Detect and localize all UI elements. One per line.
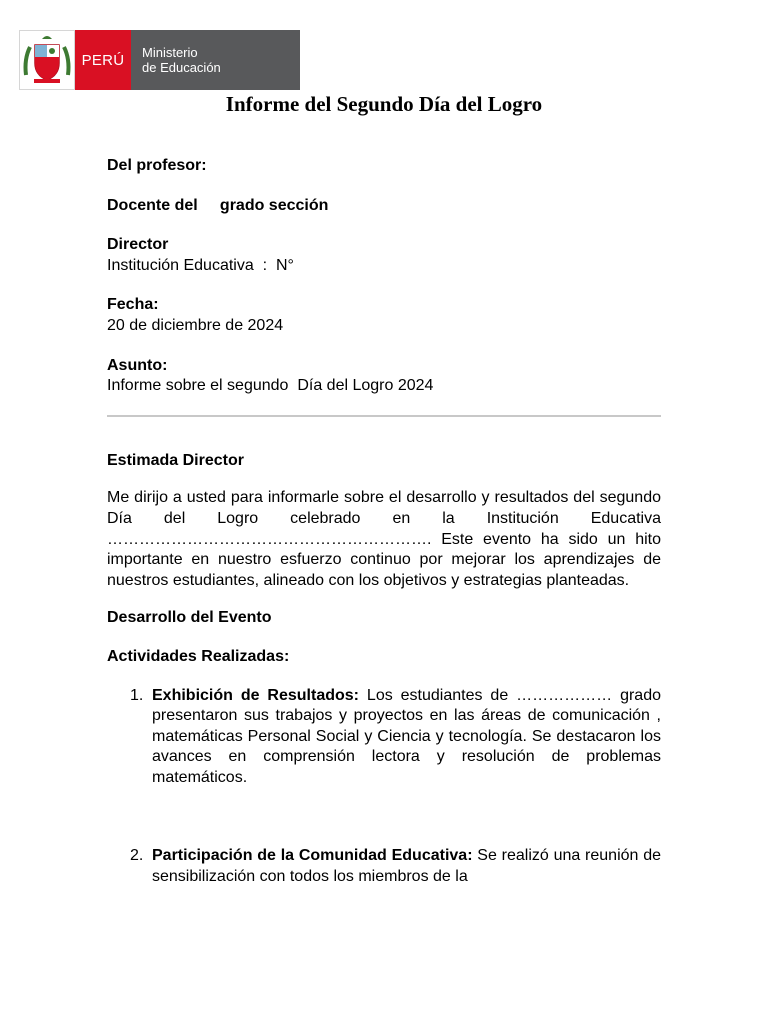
date-label: Fecha: bbox=[107, 296, 159, 314]
greeting: Estimada Director bbox=[107, 451, 244, 469]
director-label: Director bbox=[107, 236, 169, 254]
list-item bbox=[107, 846, 661, 887]
document-body bbox=[107, 156, 661, 888]
intro-paragraph: Me dirijo a usted para informarle sobre el desarrollo y resultados del segundo Día del Logro celebrado en la Institución Educativa ……………………………………………………. Este evento ha sido un hito importante en nuestro esfuerzo continuo por mejorar los aprendizajes de nuestros estudiantes, alineado con los objetivos y estrategias planteadas. bbox=[107, 489, 661, 589]
section-heading: Desarrollo del Evento bbox=[107, 609, 272, 627]
ministry-line-2: de Educación bbox=[142, 60, 221, 75]
from-label: Del profesor: bbox=[107, 157, 207, 174]
ministry-logo bbox=[19, 30, 300, 90]
activities-heading: Actividades Realizadas: bbox=[107, 647, 290, 665]
subject-label: Asunto: bbox=[107, 356, 168, 374]
institution-line: Institución Educativa : N° bbox=[107, 256, 294, 274]
teacher-label: Docente del grado sección bbox=[107, 196, 329, 214]
activities-list bbox=[107, 686, 661, 888]
list-item-title: Participación de la Comunidad Educativa: bbox=[152, 847, 473, 865]
divider bbox=[107, 415, 661, 417]
list-item-number: 2. bbox=[130, 847, 144, 865]
coat-of-arms-icon bbox=[19, 30, 75, 90]
list-item-number: 1. bbox=[130, 686, 144, 704]
subject-value: Informe sobre el segundo Día del Logro 2024 bbox=[107, 377, 434, 395]
ministry-name bbox=[131, 30, 300, 90]
ministry-line-1: Ministerio bbox=[142, 45, 198, 60]
list-item-text: Los estudiantes de ……………… grado presentaron sus trabajos y proyectos en las áreas de comunicación , matemáticas Personal Social y Ciencia y tecnología. Se destacaron los avances en comprensión lectora y resolución de problemas matemáticos. bbox=[152, 686, 661, 786]
date-value: 20 de diciembre de 2024 bbox=[107, 316, 284, 334]
peru-label: PERÚ bbox=[75, 30, 131, 90]
document-title: Informe del Segundo Día del Logro bbox=[225, 92, 543, 116]
list-item-title: Exhibición de Resultados: bbox=[152, 686, 359, 704]
list-item bbox=[107, 686, 661, 789]
list-item-text: Se realizó una reunión de sensibilización con todos los miembros de la bbox=[152, 847, 662, 886]
